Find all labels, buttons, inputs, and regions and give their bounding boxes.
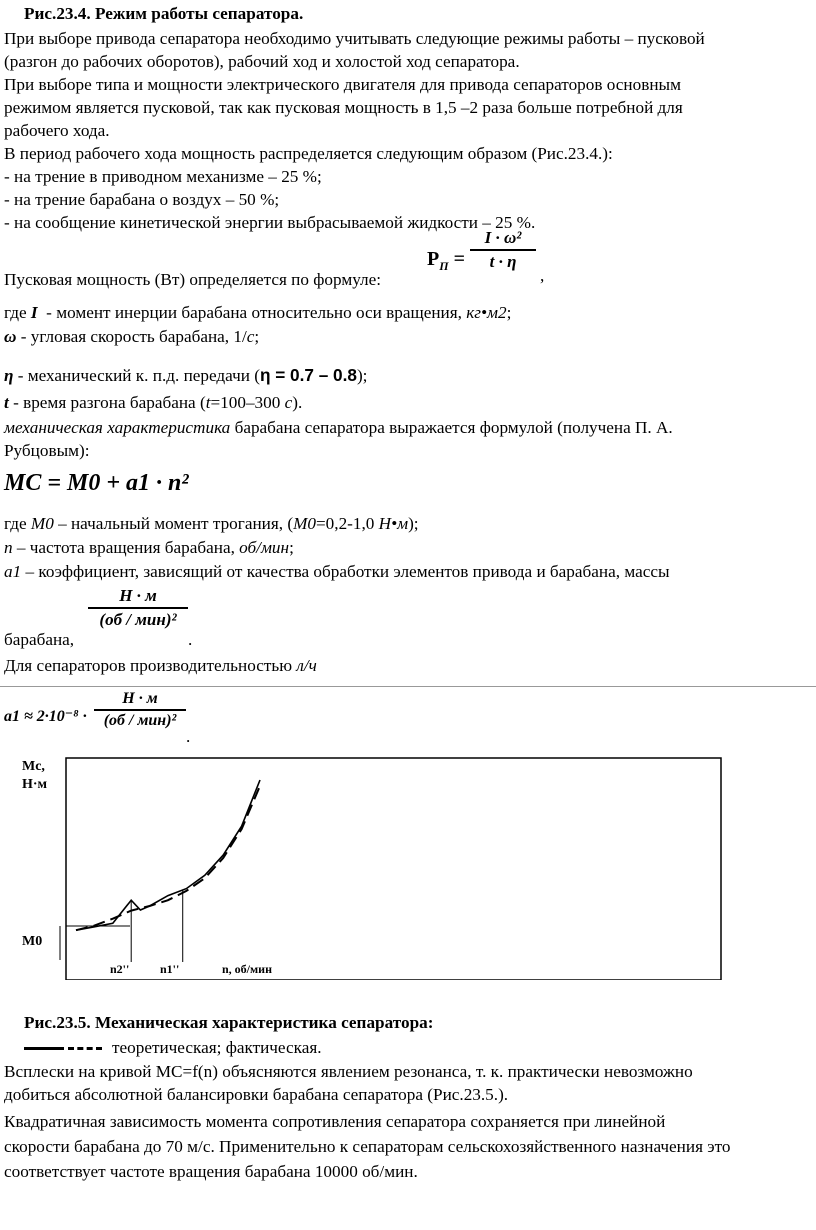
mechanical-characteristic-chart [10, 740, 725, 980]
formula-power-fraction [470, 228, 536, 272]
para1-line1: При выборе привода сепаратора необходимо учитывать следующие режимы работы – пусковой [4, 29, 705, 48]
chart-xmark-n1: n1'' [160, 962, 180, 976]
a1-value: a1 ≈ 2·10⁻⁸ · [4, 708, 87, 725]
legend-text: теоретическая; фактическая. [112, 1038, 322, 1057]
def-t: t - время разгона барабана (t=100–300 с). [4, 393, 303, 412]
where-line1: где M0 – начальный момент трогания, (M0=0,2-1,0 Н•м); [4, 514, 419, 533]
def-omega: ω - угловая скорость барабана, 1/с; [4, 327, 260, 346]
mech-line2: Рубцовым): [4, 441, 90, 460]
chart-xlabel: n, об/мин [222, 962, 273, 976]
chart-frame [66, 758, 721, 980]
para2-line1: При выборе типа и мощности электрического двигателя для привода сепараторов основным [4, 75, 681, 94]
def-eta: η - механический к. п.д. передачи (η = 0.7 – 0.8); [4, 365, 368, 385]
legend-dashed-swatch [68, 1047, 102, 1050]
chart-y0-label: M0 [22, 934, 43, 949]
chart-ylabel-2: Н·м [22, 777, 48, 792]
heading: Рис.23.4. Режим работы сепаратора. [24, 4, 304, 23]
para4-line2: добиться абсолютной балансировки барабана сепаратора (Рис.23.5.). [4, 1085, 509, 1104]
para3: В период рабочего хода мощность распределяется следующим образом (Рис.23.4.): [4, 144, 613, 163]
list-item: - на сообщение кинетической энергии выбрасываемой жидкости – 25 %. [4, 213, 536, 232]
para1-line2: (разгон до рабочих оборотов), рабочий ход и холостой ход сепаратора. [4, 52, 520, 71]
chart-xmark-n2: n2'' [110, 962, 130, 976]
power-comma: , [540, 266, 545, 285]
separator-text: Для сепараторов производительностью л/ч [4, 656, 317, 675]
power-intro: Пусковая мощность (Вт) определяется по формуле: [4, 270, 382, 289]
legend-solid-swatch [24, 1047, 64, 1050]
unit-fraction: Н · м (об / мин)² [88, 586, 188, 630]
formula-power-den: t · η [489, 252, 517, 271]
list-item: - на трение в приводном механизме – 25 %; [4, 167, 322, 186]
where-line4-end: . [188, 630, 193, 649]
list-item: - на трение барабана о воздух – 50 %; [4, 190, 280, 209]
series-теоретическая [76, 786, 260, 930]
a1-unit-fraction: Н · м (об / мин)² [94, 690, 186, 730]
chart-ylabel-1: Mc, [22, 759, 45, 774]
def-I: где I - момент инерции барабана относительно оси вращения, кг•м2; [4, 303, 512, 322]
para5-line3: соответствует частоте вращения барабана 10000 об/мин. [4, 1162, 418, 1181]
mech-line1: механическая характеристика барабана сепаратора выражается формулой (получена П. А. [4, 418, 673, 437]
para2-line2: режимом является пусковой, так как пусковая мощность в 1,5 –2 раза больше потребной для [4, 98, 683, 117]
where-line2: n – частота вращения барабана, об/мин; [4, 538, 294, 557]
where-line4: барабана, [4, 630, 75, 649]
para2-line3: рабочего хода. [4, 121, 110, 140]
series-фактическая [76, 780, 260, 930]
formula-power-num: I · ω² [484, 228, 522, 247]
para5-line1: Квадратичная зависимость момента сопротивления сепаратора сохраняется при линейной [4, 1112, 666, 1131]
divider [0, 686, 816, 687]
para5-line2: скорости барабана до 70 м/с. Применительно к сепараторам сельскохозяйственного назначения это [4, 1137, 731, 1156]
figure-caption: Рис.23.5. Механическая характеристика сепаратора: [24, 1013, 434, 1032]
formula-power-lhs: $P_П$ = [427, 248, 465, 273]
para4-line1: Всплески на кривой МС=f(n) объясняются явлением резонанса, т. к. практически невозможно [4, 1062, 693, 1081]
formula-mc: MC = M0 + a1 · n² [4, 470, 189, 496]
a1-end: . [186, 727, 191, 746]
where-line3: a1 – коэффициент, зависящий от качества обработки элементов привода и барабана, массы [4, 562, 670, 581]
